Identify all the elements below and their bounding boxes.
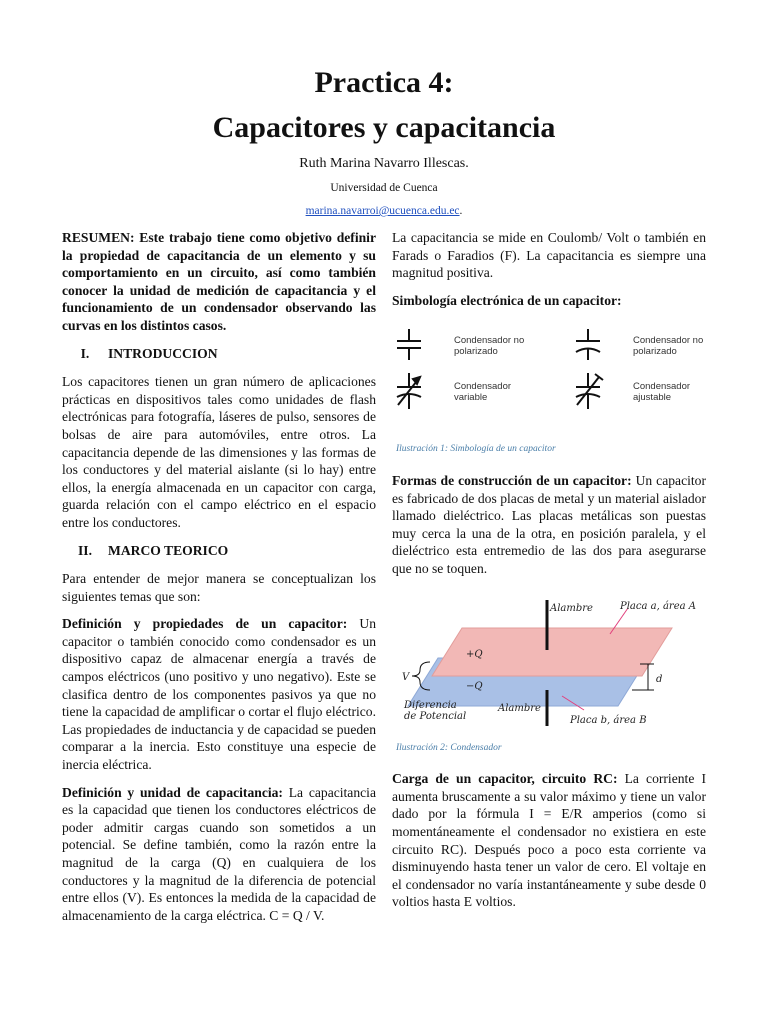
email-link[interactable]: marina.navarroi@ucuenca.edu.ec [305, 205, 460, 217]
symbol-label-adjustable: Condensador ajustable [633, 381, 691, 404]
nonpolarized-capacitor-icon [576, 329, 600, 360]
voltage-label: V [402, 671, 410, 683]
symbol-label-variable: Condensador variable [454, 381, 512, 404]
paragraph-body: Un capacitor es fabricado de dos placas de metal y un material aislador llamado dieléctrico. Las placas metálicas son puestas muy cerca la una de la otra, en posición paralela, y el dieléctrico esta entremedio de las dos para asegurarse que no se toquen. [392, 472, 706, 576]
rc-circuit-paragraph [392, 770, 706, 911]
symbol-label-nonpolarized: Condensador no polarizado [454, 335, 525, 358]
figure-caption-2: Ilustración 2: Condensador [396, 742, 502, 753]
symbology-heading [392, 292, 706, 310]
paragraph-body: Un capacitor o también conocido como condensador es un dispositivo capaz de almacenar energía a través de campos eléctricos (uno positivo y uno negativo). Este se clasifica dentro de los componentes pasivos ya que no tiene la capacidad de amplificar o cortar el flujo eléctrico. Las propiedades de inductancia y de capacidad se pueden comparar a la inercia. Esto constituye una especie de inercia eléctrica. [62, 616, 376, 773]
marco-intro-paragraph: Para entender de mejor manera se conceptualizan los siguientes temas que son: [62, 571, 376, 604]
negative-charge-label: −Q [466, 680, 483, 692]
plate-b-label: Placa b, área B [570, 714, 647, 726]
symbol-label-nonpolarized: Condensador no polarizado [633, 335, 704, 358]
definition-capacitance-paragraph [62, 784, 376, 925]
email-trailing: . [459, 205, 463, 217]
wire-top-label: Alambre [550, 602, 593, 614]
paragraph-body: La corriente I aumenta bruscamente a su valor máximo y tiene un valor dado por la fórmula I = E/R amperios (como si momentáneamente el condensador no existiera en este circuito RC). Después poco a poco esta corriente va disminuyendo hasta tener un valor de cero. El voltaje en el condensador no varía instantáneamente y sube desde 0 voltios hasta E voltios. [392, 771, 706, 910]
section-title: INTRODUCCION [108, 345, 218, 361]
construction-paragraph [392, 472, 706, 578]
potential-label-line-1: Diferencia [404, 699, 457, 711]
left-column [62, 229, 376, 934]
paragraph-heading: Definición y propiedades de un capacitor: [62, 616, 348, 632]
positive-charge-label: +Q [466, 648, 483, 660]
plate-a-label: Placa a, área A [620, 600, 696, 612]
section-number: I. [80, 345, 90, 361]
section-heading-marco [62, 542, 376, 560]
intro-paragraph: Los capacitores tienen un gran número de aplicaciones prácticas en dispositivos tales como unidades de flash electrónicas para fotografía, láseres de pulso, sensores de bolsas de aire para automóviles, entre otros. La capacitancia depende de las dimensiones y las formas de los conductores y del material aislante (si lo hay) entre ellos, la energía almacenada en un capacitor con carga, guarda relación con el campo eléctrico en el espacio entre los conductores. [62, 374, 376, 530]
definition-capacitor-paragraph [62, 615, 376, 773]
title-line-1: Practica 4: [314, 66, 454, 99]
nonpolarized-capacitor-icon [397, 329, 421, 360]
email-line [0, 205, 768, 217]
variable-capacitor-icon [397, 373, 421, 409]
section-title: MARCO TEORICO [108, 542, 229, 558]
figure-caption-1: Ilustración 1: Simbología de un capacitor [396, 444, 556, 455]
wire-bottom-label: Alambre [498, 702, 541, 714]
right-column [392, 229, 706, 921]
heading-text: Simbología electrónica de un capacitor: [392, 292, 622, 308]
units-paragraph: La capacitancia se mide en Coulomb/ Volt o también en Farads o Faradios (F). La capacitancia es siempre una magnitud positiva. [392, 230, 706, 281]
paragraph-heading: Definición y unidad de capacitancia: [62, 784, 283, 800]
paragraph-heading: Formas de construcción de un capacitor: [392, 472, 632, 488]
symbology-figure [392, 323, 706, 441]
capacitor-figure [392, 594, 706, 732]
section-number: II. [78, 542, 92, 558]
author: Ruth Marina Navarro Illescas. [299, 156, 469, 171]
affiliation: Universidad de Cuenca [330, 182, 438, 194]
section-heading-intro [62, 345, 376, 363]
adjustable-capacitor-icon [576, 373, 603, 409]
title-line-2: Capacitores y capacitancia [212, 111, 556, 144]
potential-label-line-2: de Potencial [404, 710, 467, 722]
distance-label: d [656, 673, 663, 685]
paragraph-body: La capacitancia es la capacidad que tienen los conductores eléctricos de poder admitir cargas cuando son sometidos a un potencial. Se define también, como la razón entre la magnitud de la carga (Q) en cualquiera de los conductores y la magnitud de la diferencia de potencial entre ellos (V). Es entonces la medida de la capacidad de almacenamiento de la carga eléctrica. C = Q / V. [62, 784, 376, 923]
abstract: RESUMEN: Este trabajo tiene como objetivo definir la propiedad de capacitancia de un elemento y su comportamiento en un circuito, así como también conocer la unidad de medición de capacitancia y el funcionamiento de un condensador observando las curvas en los distintos casos. [62, 230, 376, 333]
paragraph-heading: Carga de un capacitor, circuito RC: [392, 771, 618, 787]
